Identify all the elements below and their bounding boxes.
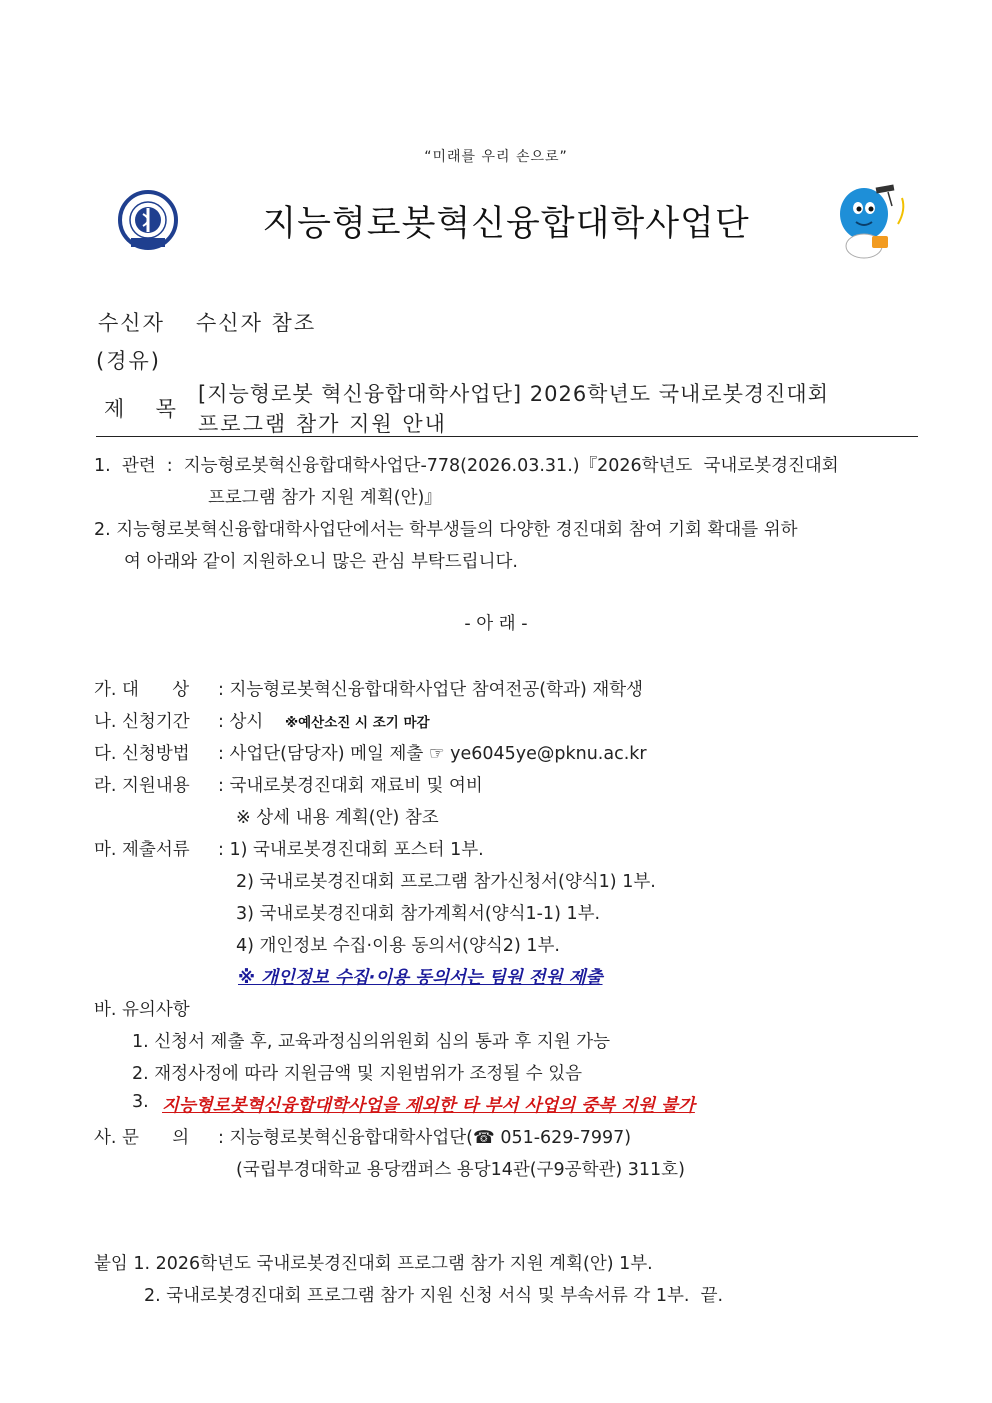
subject-line-2: 프로그램 참가 지원 안내 [198,412,447,436]
caution-2: 2. 재정사정에 따라 지원금액 및 지원범위가 조정될 수 있음 [132,1064,583,1084]
caution-3-number: 3. [132,1092,149,1112]
item-period-note: ※예산소진 시 조기 마감 [285,715,430,731]
item-support-label: 라. 지원내용 [94,776,190,796]
subject-line-1: [지능형로봇 혁신융합대학사업단] 2026학년도 국내로봇경진대회 [198,382,830,406]
via-label: (경유) [96,349,161,373]
item-documents-label: 마. 제출서류 [94,840,190,860]
mascot-image [832,180,912,265]
item-documents-note: ※ 개인정보 수집·이용 동의서는 팀원 전원 제출 [238,968,603,988]
recipient-value: 수신자 참조 [196,311,317,335]
item-support-value: : 국내로봇경진대회 재료비 및 여비 [218,776,483,796]
caution-3-text: 지능형로봇혁신융합대학사업을 제외한 타 부서 사업의 중복 지원 불가 [162,1096,695,1116]
item-documents-4: 4) 개인정보 수집·이용 동의서(양식2) 1부. [236,936,560,956]
item-target-value: : 지능형로봇혁신융합대학사업단 참여전공(학과) 재학생 [218,680,644,700]
paragraph-1-line-1: 1. 관련 : 지능형로봇혁신융합대학사업단-778(2026.03.31.)『2026학년도 국내로봇경진대회 [94,456,839,476]
item-method-value: : 사업단(담당자) 메일 제출 ☞ ye6045ye@pknu.ac.kr [218,744,647,764]
item-target-label: 가. 대 상 [94,680,190,700]
subject-label: 제 목 [104,397,182,421]
paragraph-1-line-2: 프로그램 참가 지원 계획(안)』 [208,488,442,508]
paragraph-2-line-2: 여 아래와 같이 지원하오니 많은 관심 부탁드립니다. [124,552,518,572]
slogan: “미래를 우리 손으로” [424,149,568,165]
item-contact-address: (국립부경대학교 용당캠퍼스 용당14관(구9공학관) 311호) [236,1160,685,1180]
header-divider [96,436,918,437]
item-contact-label: 사. 문 의 [94,1128,190,1148]
item-documents-3: 3) 국내로봇경진대회 참가계획서(양식1-1) 1부. [236,904,601,924]
paragraph-2-line-1: 2. 지능형로봇혁신융합대학사업단에서는 학부생들의 다양한 경진대회 참여 기회 확대를 위하 [94,520,798,540]
item-cautions-label: 바. 유의사항 [94,1000,190,1020]
item-period-value: : 상시 [218,712,264,732]
item-period-label: 나. 신청기간 [94,712,190,732]
below-heading: - 아 래 - [464,614,528,634]
recipient-label: 수신자 [98,311,165,335]
caution-1: 1. 신청서 제출 후, 교육과정심의위원회 심의 통과 후 지원 가능 [132,1032,611,1052]
attachment-1: 붙임 1. 2026학년도 국내로봇경진대회 프로그램 참가 지원 계획(안) 1부. [94,1254,653,1274]
item-contact-value: : 지능형로봇혁신융합대학사업단(☎ 051-629-7997) [218,1128,632,1148]
attachment-2: 2. 국내로봇경진대회 프로그램 참가 지원 신청 서식 및 부속서류 각 1부. 끝. [144,1286,724,1306]
item-method-label: 다. 신청방법 [94,744,190,764]
item-documents-2: 2) 국내로봇경진대회 프로그램 참가신청서(양식1) 1부. [236,872,656,892]
item-support-note: ※ 상세 내용 계획(안) 참조 [236,808,439,828]
organization-name: 지능형로봇혁신융합대학사업단 [262,204,750,244]
item-documents-1: : 1) 국내로봇경진대회 포스터 1부. [218,840,484,860]
